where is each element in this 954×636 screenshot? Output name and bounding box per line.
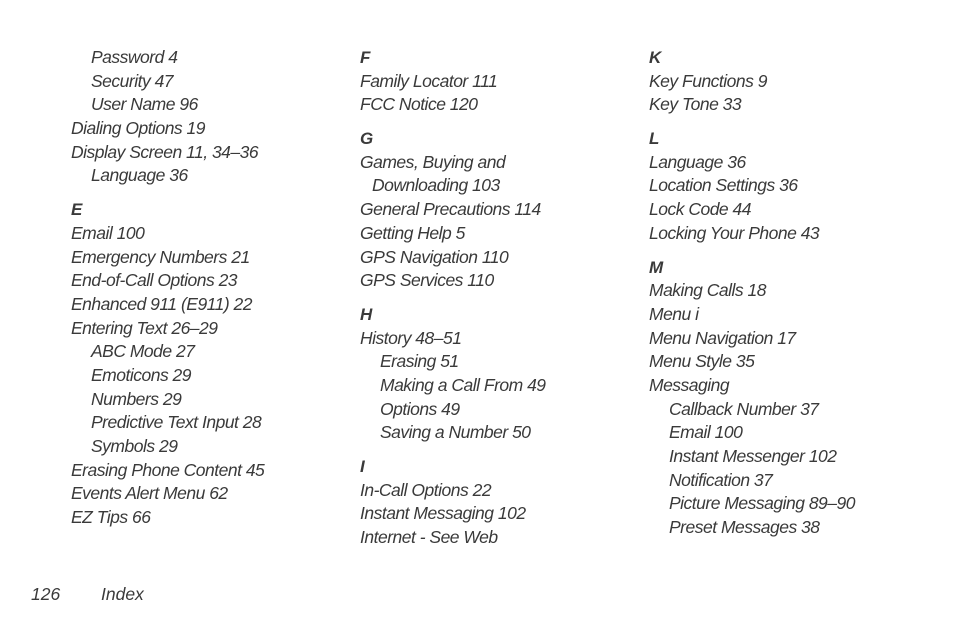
index-entry: Emergency Numbers 21 (71, 246, 250, 267)
index-entry: Security 47 (91, 70, 174, 91)
section-letter-e: E (71, 200, 83, 220)
index-entry: Locking Your Phone 43 (649, 222, 820, 243)
index-entry: Making Calls 18 (649, 280, 766, 301)
index-entry: Instant Messaging 102 (360, 503, 526, 524)
index-entry: Family Locator 111 (360, 70, 498, 91)
section-letter-h: H (360, 304, 373, 324)
index-column-1 (71, 46, 341, 530)
index-entry: Emoticons 29 (91, 364, 192, 385)
index-entry: Games, Buying and (360, 151, 506, 172)
index-entry: Key Functions 9 (649, 70, 767, 91)
index-entry: Numbers 29 (91, 388, 182, 409)
index-entry: Erasing Phone Content 45 (71, 459, 265, 480)
index-entry: End-of-Call Options 23 (71, 270, 238, 291)
index-entry: Getting Help 5 (360, 222, 465, 243)
section-letter-f: F (360, 48, 371, 67)
index-entry: Email 100 (71, 222, 145, 243)
index-entry: Instant Messenger 102 (669, 446, 837, 466)
index-entry: Saving a Number 50 (380, 422, 531, 443)
index-entry: Email 100 (669, 422, 743, 443)
page-number: 126 (31, 584, 61, 604)
index-entry: Erasing 51 (380, 351, 459, 372)
index-entry: Picture Messaging 89–90 (669, 493, 855, 514)
index-entry: GPS Services 110 (360, 270, 494, 291)
index-entry: Options 49 (380, 398, 460, 419)
index-entry: Dialing Options 19 (71, 118, 205, 139)
index-entry: Language 36 (91, 165, 188, 186)
index-entry-continued: Downloading 103 (372, 175, 500, 196)
footer-title: Index (101, 584, 144, 604)
index-entry: Enhanced 911 (E911) 22 (71, 293, 252, 314)
index-column-3 (649, 46, 919, 540)
section-letter-k: K (649, 48, 662, 67)
index-entry: Menu i (649, 303, 699, 324)
index-entry: Notification 37 (669, 469, 773, 490)
index-column-2 (360, 46, 630, 550)
index-entry: Events Alert Menu 62 (71, 483, 228, 504)
index-entry: FCC Notice 120 (360, 94, 478, 115)
index-entry: General Precautions 114 (360, 199, 541, 220)
index-entry: Making a Call From 49 (380, 374, 546, 395)
index-entry: User Name 96 (91, 94, 198, 115)
index-entry: GPS Navigation 110 (360, 246, 509, 267)
index-entry: History 48–51 (360, 327, 462, 348)
section-letter-i: I (360, 457, 365, 476)
index-entry: Lock Code 44 (649, 199, 751, 220)
index-entry: Preset Messages 38 (669, 517, 820, 538)
section-letter-m: M (649, 257, 664, 277)
index-entry: Language 36 (649, 151, 746, 172)
index-entry: ABC Mode 27 (91, 341, 195, 362)
index-entry: In-Call Options 22 (360, 479, 492, 500)
section-letter-g: G (360, 129, 374, 149)
index-entry: Key Tone 33 (649, 94, 742, 115)
section-letter-l: L (649, 129, 660, 149)
index-entry: Menu Navigation 17 (649, 327, 796, 348)
index-entry: Callback Number 37 (669, 398, 819, 419)
index-entry: Symbols 29 (91, 436, 178, 456)
index-entry: Entering Text 26–29 (71, 317, 218, 338)
index-entry: Location Settings 36 (649, 175, 798, 196)
index-entry: Messaging (649, 374, 730, 395)
index-entry: Internet - See Web (360, 527, 498, 548)
index-entry: Password 4 (91, 47, 178, 67)
index-entry: Predictive Text Input 28 (91, 412, 262, 433)
index-entry: Display Screen 11, 34–36 (71, 141, 259, 162)
index-entry: EZ Tips 66 (71, 507, 151, 528)
index-entry: Menu Style 35 (649, 351, 755, 372)
